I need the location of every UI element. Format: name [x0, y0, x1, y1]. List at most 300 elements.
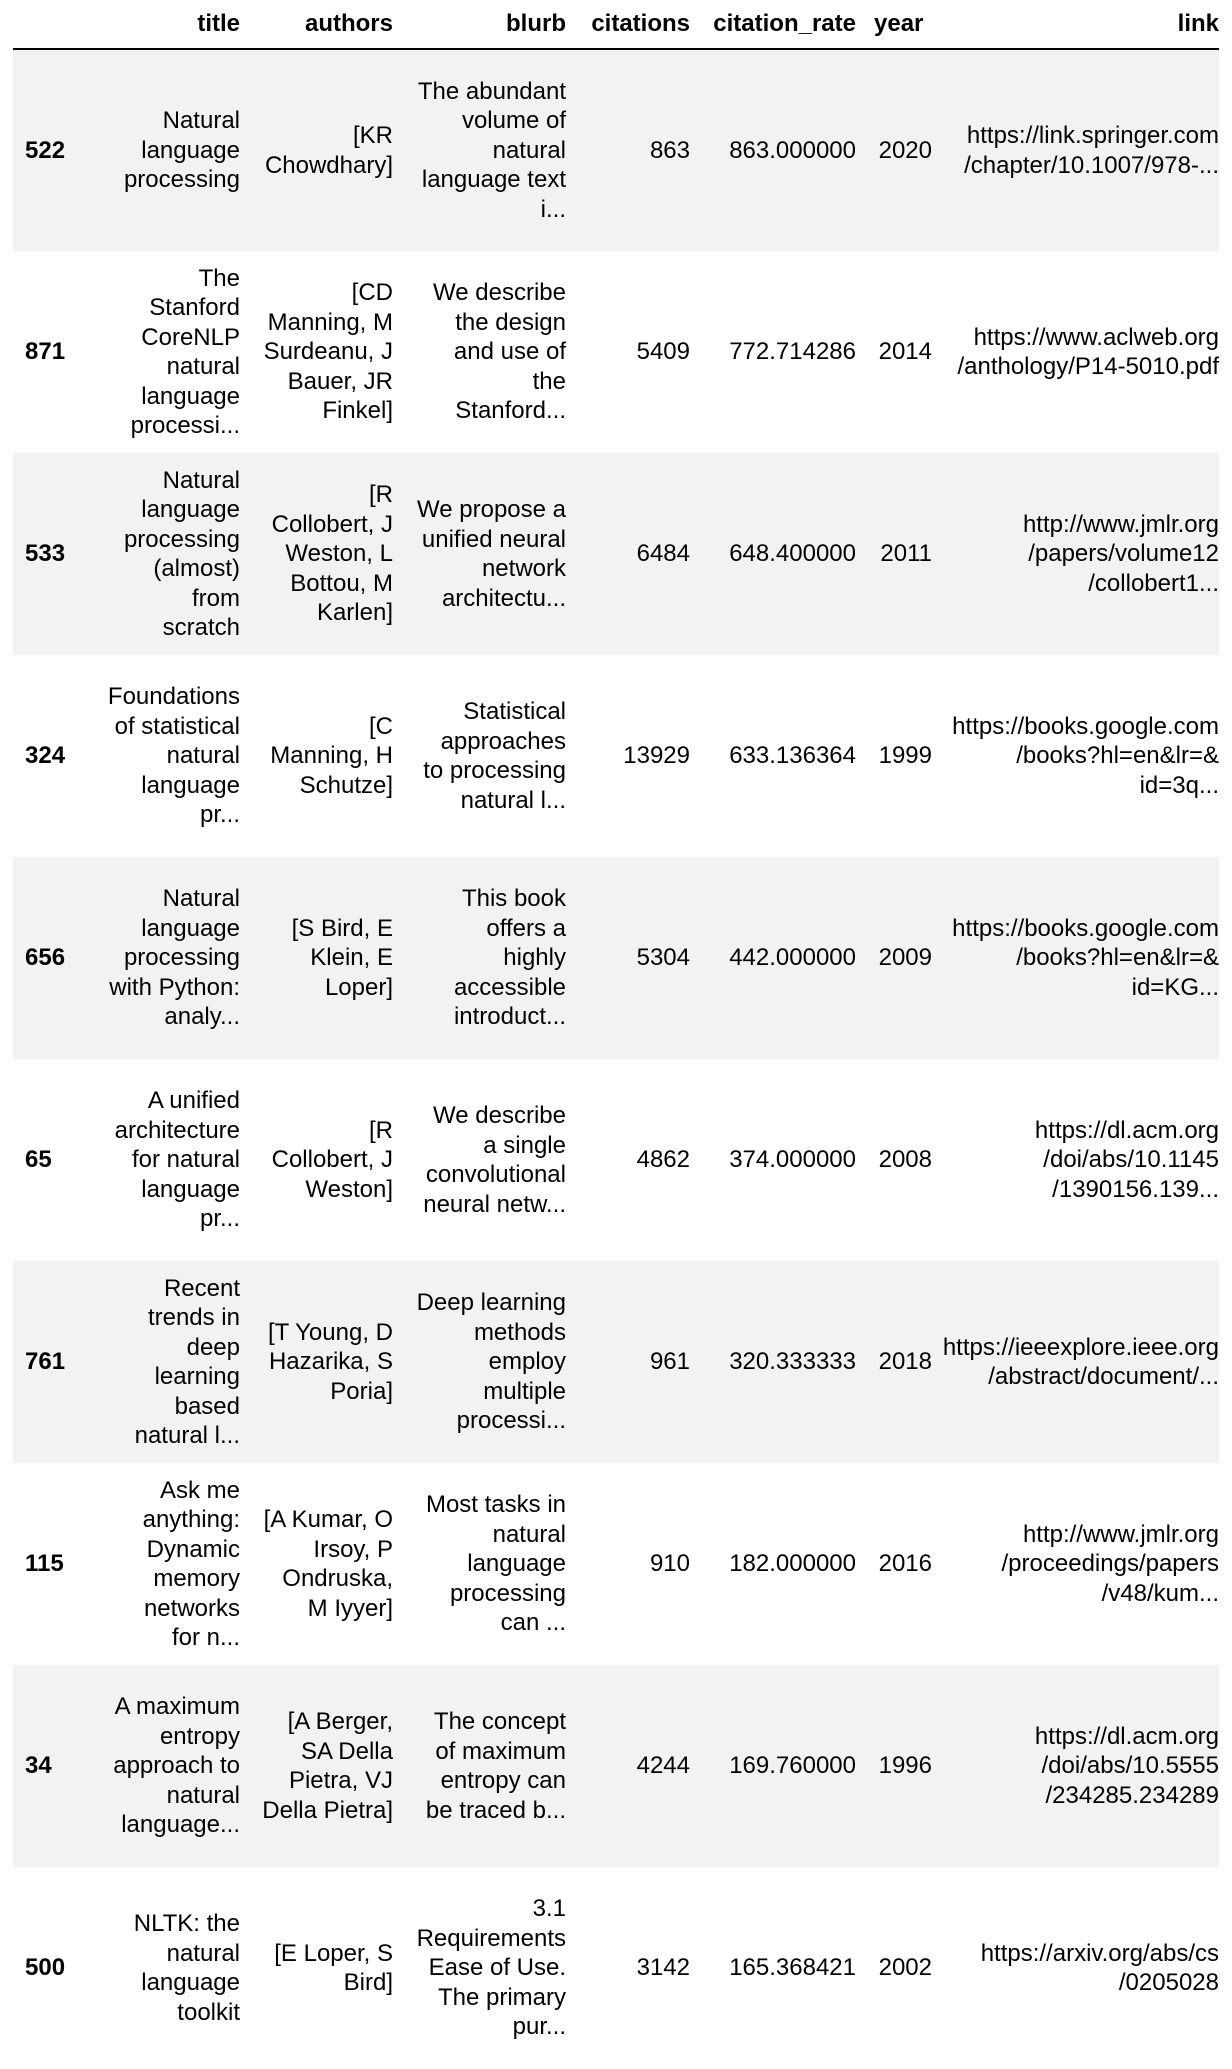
cell-year: 2018: [878, 1348, 932, 1376]
link-text: [938, 1722, 1219, 1811]
blurb-line: of maximum: [435, 1737, 566, 1765]
blurb-line: Statistical: [463, 698, 566, 725]
cell-citations: 4244: [636, 1752, 690, 1780]
authors-text: [246, 1939, 393, 1998]
title-line: toolkit: [177, 1998, 240, 2026]
link-line: /papers/volume12: [1028, 540, 1219, 568]
cell-citation-rate: 442.000000: [729, 944, 856, 972]
authors-line: [S Bird, E: [291, 914, 393, 942]
title-line: entropy: [159, 1722, 240, 1750]
authors-line: Karlen]: [316, 599, 393, 627]
title-line: anything:: [142, 1506, 240, 1533]
cell-authors: [240, 1059, 393, 1261]
authors-line: Chowdhary]: [264, 151, 393, 179]
cell-citations: 961: [649, 1348, 690, 1376]
authors-line: Pietra, VJ: [288, 1767, 393, 1794]
authors-line: Weston]: [305, 1175, 393, 1203]
authors-line: Surdeanu, J: [263, 338, 393, 366]
title-line: memory: [153, 1565, 240, 1592]
authors-line: [R: [369, 481, 393, 509]
authors-text: [246, 712, 393, 801]
blurb-line: This book: [461, 885, 566, 913]
blurb-line: be traced b...: [425, 1796, 566, 1824]
link-text: [938, 1520, 1219, 1609]
blurb-line: Most tasks in: [425, 1491, 566, 1519]
title-line: language: [141, 382, 240, 410]
cell-citation-rate: 633.136364: [729, 742, 856, 770]
table-row: [13, 1261, 1219, 1463]
row-index: 65: [25, 1146, 52, 1174]
title-text: [91, 106, 240, 195]
title-line: processing: [123, 525, 240, 553]
cell-year: 2011: [880, 540, 932, 568]
title-line: Natural: [162, 466, 240, 494]
blurb-line: 3.1: [532, 1895, 566, 1923]
row-index: 34: [25, 1752, 52, 1780]
table-row: [13, 857, 1219, 1059]
blurb-line: processi...: [456, 1407, 566, 1435]
authors-text: [246, 278, 393, 426]
cell-citations: 910: [649, 1550, 690, 1578]
authors-text: [246, 1116, 393, 1205]
blurb-line: offers a: [486, 914, 566, 942]
cell-link[interactable]: [932, 1867, 1219, 2069]
cell-year: 1999: [878, 742, 932, 770]
cell-year: 1996: [878, 1752, 932, 1780]
authors-line: Hazarika, S: [268, 1348, 393, 1376]
blurb-line: Ease of Use.: [428, 1954, 566, 1982]
cell-citation-rate: 863.000000: [729, 136, 856, 164]
authors-line: SA Della: [300, 1737, 393, 1765]
blurb-text: [399, 1490, 566, 1638]
cell-link[interactable]: [932, 49, 1219, 251]
blurb-line: i...: [540, 195, 566, 223]
table-row: [13, 453, 1219, 655]
title-line: with Python:: [109, 973, 240, 1001]
cell-citation-rate: 374.000000: [729, 1146, 856, 1174]
cell-blurb: [393, 655, 566, 857]
blurb-line: entropy can: [440, 1767, 566, 1794]
authors-line: Collobert, J: [271, 510, 393, 538]
cell-authors: [240, 1867, 393, 2069]
cell-title: [85, 857, 240, 1059]
authors-line: [E Loper, S: [274, 1939, 393, 1967]
title-text: [91, 884, 240, 1032]
title-line: CoreNLP: [141, 323, 240, 351]
authors-line: Ondruska,: [282, 1565, 393, 1592]
authors-line: Poria]: [330, 1377, 393, 1405]
title-line: The: [198, 264, 240, 292]
cell-title: [85, 49, 240, 251]
link-text: [938, 914, 1219, 1003]
cell-citation-rate: 648.400000: [729, 540, 856, 568]
cell-link[interactable]: [932, 1665, 1219, 1867]
authors-line: Loper]: [324, 973, 393, 1001]
blurb-line: neural netw...: [423, 1190, 566, 1218]
title-line: language: [141, 1969, 240, 1996]
title-line: language: [141, 1175, 240, 1203]
blurb-line: unified neural: [421, 525, 566, 553]
blurb-line: The primary: [437, 1983, 566, 2011]
link-line: https://books.google.com: [952, 712, 1219, 740]
blurb-line: natural: [492, 136, 566, 164]
cell-authors: [240, 1463, 393, 1665]
blurb-text: [399, 77, 566, 225]
cell-citations: 6484: [636, 540, 690, 568]
cell-authors: [240, 655, 393, 857]
cell-blurb: [393, 453, 566, 655]
title-text: [91, 1086, 240, 1234]
title-line: Stanford: [149, 294, 240, 321]
link-text: [938, 712, 1219, 801]
title-text: [91, 264, 240, 441]
title-line: networks: [143, 1594, 240, 1622]
authors-text: [246, 480, 393, 628]
cell-citations: 5304: [636, 944, 690, 972]
header-authors: authors: [240, 0, 393, 49]
header-citation-rate: citation_rate: [690, 0, 856, 49]
header-year: year: [856, 0, 932, 49]
cell-blurb: [393, 1665, 566, 1867]
header-link: link: [932, 0, 1219, 49]
link-text: [938, 323, 1219, 382]
title-line: based: [174, 1392, 240, 1420]
link-line: /books?hl=en&lr=&: [1016, 742, 1219, 770]
blurb-text: [399, 1288, 566, 1436]
cell-citations: 4862: [636, 1146, 690, 1174]
header-blurb: blurb: [393, 0, 566, 49]
link-line: id=3q...: [1139, 771, 1219, 799]
table-row: [13, 49, 1219, 251]
cell-blurb: [393, 1059, 566, 1261]
blurb-line: Deep learning: [416, 1289, 566, 1317]
cell-year: 2008: [878, 1146, 932, 1174]
title-line: language: [141, 771, 240, 799]
header-title: title: [85, 0, 240, 49]
title-line: from: [192, 584, 240, 612]
title-line: pr...: [199, 801, 240, 829]
title-text: [91, 1476, 240, 1653]
blurb-line: language: [467, 1550, 566, 1578]
cell-citation-rate: 169.760000: [729, 1752, 856, 1780]
link-line: https://dl.acm.org: [1034, 1116, 1219, 1144]
blurb-line: multiple: [483, 1377, 566, 1405]
cell-year: 2002: [878, 1954, 932, 1982]
cell-citation-rate: 165.368421: [729, 1954, 856, 1982]
row-index: 533: [25, 540, 66, 568]
cell-link[interactable]: [932, 453, 1219, 655]
authors-line: Della Pietra]: [262, 1796, 393, 1824]
authors-line: [C: [369, 712, 393, 740]
cell-link[interactable]: [932, 1261, 1219, 1463]
blurb-line: the design: [455, 308, 566, 336]
title-line: (almost): [153, 555, 240, 582]
table-row: [13, 1665, 1219, 1867]
authors-line: [T Young, D: [268, 1318, 393, 1346]
blurb-line: introduct...: [453, 1003, 566, 1031]
table-row: [13, 251, 1219, 453]
cell-link[interactable]: [932, 1463, 1219, 1665]
title-line: pr...: [199, 1205, 240, 1233]
title-line: architecture: [114, 1116, 240, 1144]
title-text: [91, 682, 240, 830]
link-line: /234285.234289: [1045, 1781, 1219, 1809]
title-line: analy...: [164, 1003, 240, 1031]
link-line: https://books.google.com: [952, 914, 1219, 942]
blurb-line: network: [481, 555, 566, 582]
header-row: [13, 0, 1219, 49]
cell-year: 2009: [878, 944, 932, 972]
cell-authors: [240, 49, 393, 251]
cell-blurb: [393, 1463, 566, 1665]
authors-line: Klein, E: [310, 944, 393, 972]
title-line: for n...: [171, 1624, 240, 1651]
title-line: natural: [166, 1781, 240, 1809]
table-row: [13, 1059, 1219, 1261]
title-line: language...: [121, 1811, 240, 1839]
row-index: 324: [25, 742, 66, 770]
link-line: https://link.springer.com: [966, 122, 1219, 149]
cell-blurb: [393, 251, 566, 453]
link-line: https://ieeexplore.ieee.org: [942, 1333, 1219, 1361]
blurb-line: language text: [421, 166, 566, 194]
title-text: [91, 1909, 240, 2027]
cell-link[interactable]: [932, 857, 1219, 1059]
cell-blurb: [393, 857, 566, 1059]
blurb-text: [399, 495, 566, 613]
blurb-line: approaches: [440, 727, 566, 755]
cell-citation-rate: 772.714286: [729, 338, 856, 366]
link-line: /doi/abs/10.1145: [1043, 1146, 1219, 1174]
title-line: trends in: [147, 1304, 240, 1331]
title-text: [91, 466, 240, 643]
authors-line: [CD: [351, 279, 393, 307]
title-line: language: [141, 914, 240, 942]
link-line: /doi/abs/10.5555: [1041, 1752, 1219, 1780]
authors-text: [246, 1707, 393, 1825]
blurb-line: Stanford...: [455, 397, 566, 425]
cell-citation-rate: 320.333333: [729, 1348, 856, 1376]
cell-citations: 5409: [636, 338, 690, 366]
blurb-line: Requirements: [416, 1924, 566, 1952]
table-header: [13, 0, 1219, 49]
row-index: 656: [25, 944, 66, 972]
row-index: 522: [25, 136, 66, 164]
title-line: natural: [166, 742, 240, 770]
authors-line: [KR: [352, 122, 393, 149]
link-line: https://dl.acm.org: [1034, 1722, 1219, 1750]
authors-text: [246, 121, 393, 180]
table-row: [13, 1463, 1219, 1665]
authors-line: [A Kumar, O: [263, 1506, 393, 1533]
authors-line: Bottou, M: [290, 569, 393, 597]
blurb-line: to processing: [423, 757, 566, 784]
blurb-line: a single: [483, 1131, 566, 1159]
blurb-text: [399, 1101, 566, 1219]
blurb-line: processing: [449, 1579, 566, 1607]
cell-title: [85, 453, 240, 655]
title-line: scratch: [162, 614, 240, 641]
cell-citations: 3142: [636, 1954, 690, 1982]
blurb-text: [399, 1707, 566, 1825]
header-index: [13, 0, 85, 49]
title-line: approach to: [113, 1752, 240, 1780]
link-line: /abstract/document/...: [988, 1363, 1219, 1390]
title-line: language: [141, 496, 240, 523]
blurb-line: The abundant: [417, 77, 566, 105]
link-text: [938, 1939, 1219, 1998]
blurb-line: and use of: [453, 338, 566, 366]
blurb-line: natural l...: [460, 786, 566, 814]
blurb-text: [399, 278, 566, 426]
cell-title: [85, 1261, 240, 1463]
link-line: id=KG...: [1131, 973, 1219, 1001]
blurb-line: can ...: [500, 1609, 566, 1637]
link-line: /chapter/10.1007/978-...: [964, 151, 1219, 179]
title-line: Dynamic: [146, 1535, 240, 1563]
row-index: 115: [25, 1550, 64, 1578]
authors-line: Manning, H: [270, 742, 393, 770]
cell-citation-rate: 182.000000: [729, 1550, 856, 1578]
cell-title: [85, 1665, 240, 1867]
link-text: [938, 1116, 1219, 1205]
header-citations: citations: [566, 0, 690, 49]
authors-text: [246, 1318, 393, 1407]
link-line: http://www.jmlr.org: [1022, 1520, 1219, 1548]
authors-line: Manning, M: [267, 308, 393, 336]
cell-authors: [240, 251, 393, 453]
title-line: Natural: [162, 107, 240, 135]
link-line: /books?hl=en&lr=&: [1016, 944, 1219, 972]
blurb-text: [399, 697, 566, 815]
blurb-line: the: [532, 367, 566, 395]
authors-line: Finkel]: [322, 397, 393, 425]
cell-title: [85, 1059, 240, 1261]
authors-line: Schutze]: [299, 771, 393, 799]
title-line: Foundations: [107, 683, 240, 711]
link-line: http://www.jmlr.org: [1022, 510, 1219, 538]
title-line: Ask me: [159, 1476, 240, 1504]
blurb-line: We describe: [433, 279, 566, 307]
link-text: [938, 1333, 1219, 1392]
title-text: [91, 1274, 240, 1451]
authors-line: Weston, L: [285, 540, 393, 568]
blurb-line: volume of: [461, 107, 566, 135]
authors-line: [A Berger,: [287, 1708, 393, 1735]
blurb-line: We describe: [433, 1102, 566, 1129]
blurb-line: employ: [488, 1348, 566, 1376]
cell-title: [85, 1463, 240, 1665]
cell-link[interactable]: [932, 1059, 1219, 1261]
title-line: deep: [186, 1333, 240, 1361]
authors-text: [246, 914, 393, 1003]
row-index: 871: [25, 338, 66, 366]
link-text: [938, 510, 1219, 599]
cell-authors: [240, 453, 393, 655]
cell-authors: [240, 1665, 393, 1867]
link-line: https://arxiv.org/abs/cs: [980, 1939, 1219, 1967]
link-text: [938, 121, 1219, 180]
link-line: /anthology/P14-5010.pdf: [957, 353, 1219, 380]
authors-line: Bird]: [343, 1969, 393, 1996]
title-line: of statistical: [114, 712, 240, 740]
title-line: natural l...: [134, 1422, 240, 1449]
authors-line: Collobert, J: [271, 1146, 393, 1174]
title-line: natural: [166, 353, 240, 380]
cell-citations: 863: [649, 136, 690, 164]
row-index: 761: [25, 1348, 66, 1376]
blurb-line: architectu...: [441, 584, 566, 612]
blurb-line: natural: [492, 1520, 566, 1548]
blurb-text: [399, 884, 566, 1032]
blurb-line: methods: [473, 1318, 566, 1346]
authors-line: Bauer, JR: [287, 367, 393, 395]
blurb-text: [399, 1894, 566, 2042]
title-line: natural: [166, 1939, 240, 1967]
link-line: /collobert1...: [1088, 569, 1219, 597]
cell-blurb: [393, 1261, 566, 1463]
dataframe-container: [13, 0, 1219, 2069]
authors-line: Irsoy, P: [313, 1535, 393, 1563]
dataframe-table: [13, 0, 1219, 2069]
cell-blurb: [393, 49, 566, 251]
row-index: 500: [25, 1954, 66, 1982]
cell-link[interactable]: [932, 655, 1219, 857]
title-line: processing: [123, 944, 240, 972]
blurb-line: convolutional: [425, 1161, 566, 1188]
authors-line: [R: [369, 1116, 393, 1144]
authors-text: [246, 1505, 393, 1623]
table-row: [13, 655, 1219, 857]
cell-year: 2016: [878, 1550, 932, 1578]
table-row: [13, 1867, 1219, 2069]
blurb-line: highly: [503, 944, 566, 972]
title-line: Recent: [163, 1274, 240, 1302]
link-line: /proceedings/papers: [1001, 1550, 1219, 1578]
title-line: for natural: [131, 1146, 240, 1174]
link-line: /v48/kum...: [1101, 1579, 1219, 1607]
title-line: Natural: [162, 885, 240, 913]
blurb-line: We propose a: [417, 496, 566, 523]
link-line: /1390156.139...: [1052, 1175, 1219, 1203]
title-line: A maximum: [114, 1693, 240, 1721]
link-line: https://www.aclweb.org: [973, 323, 1219, 351]
link-line: /0205028: [1118, 1969, 1219, 1996]
authors-line: M Iyyer]: [307, 1594, 393, 1622]
title-line: NLTK: the: [133, 1910, 240, 1937]
title-line: A unified: [147, 1087, 240, 1115]
cell-authors: [240, 857, 393, 1059]
cell-citations: 13929: [623, 742, 690, 770]
title-line: processing: [123, 166, 240, 194]
title-line: processi...: [130, 412, 240, 439]
cell-title: [85, 655, 240, 857]
cell-year: 2020: [878, 136, 932, 164]
cell-link[interactable]: [932, 251, 1219, 453]
blurb-line: pur...: [512, 2013, 566, 2041]
blurb-line: The concept: [433, 1708, 566, 1735]
title-text: [91, 1692, 240, 1840]
cell-title: [85, 1867, 240, 2069]
blurb-line: accessible: [453, 973, 566, 1001]
title-line: language: [141, 136, 240, 164]
title-line: learning: [154, 1363, 240, 1390]
cell-blurb: [393, 1867, 566, 2069]
cell-title: [85, 251, 240, 453]
cell-authors: [240, 1261, 393, 1463]
table-body: [13, 49, 1219, 2069]
cell-year: 2014: [878, 338, 932, 366]
